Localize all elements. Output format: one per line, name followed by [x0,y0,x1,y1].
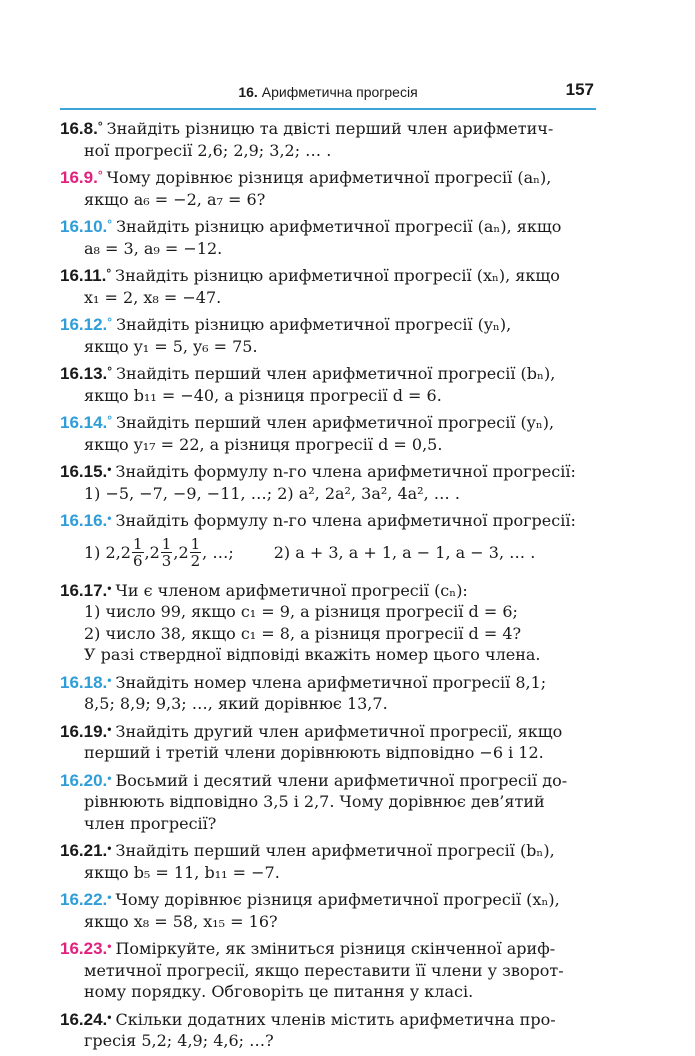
problem-text: a₈ = 3, a₉ = −12. [84,238,223,258]
numerator: 1 [132,535,143,553]
problem-line [60,578,596,602]
problem-text: якщо y₁₇ = 22, а різниця прогресії d = 0,5. [84,434,443,454]
chapter-title-text: Арифметична прогресія [261,84,418,100]
whole-part: 2 [149,542,160,562]
problem-number: 16.15.• [60,462,112,481]
difficulty-mark: ° [106,266,112,280]
problem-number: 16.22.• [60,890,112,909]
problem-text: Восьмий і десятий члени арифметичної прогресії до- [115,770,568,790]
problem-item [60,936,596,1003]
problem-line [60,508,596,532]
problem-line [60,693,596,715]
problem-text: ному порядку. Обговоріть це питання у класі. [84,982,474,1001]
fraction [190,536,202,569]
problem-number: 16.14.° [60,413,113,432]
difficulty-mark: • [107,890,112,904]
problem-line [60,287,596,309]
problem-text: гресія 5,2; 4,9; 4,6; …? [84,1031,274,1050]
problem-line [60,165,596,189]
sequence-suffix: , …; [202,542,234,562]
problem-line [60,434,596,456]
problem-text: У разі ствердної відповіді вкажіть номер цього члена. [84,645,541,664]
problem-number: 16.9.° [60,168,103,187]
problem-text: Чому дорівнює різниця арифметичної прогресії (xₙ), [115,890,560,909]
problem-text: 1) −5, −7, −9, −11, …; 2) a², 2a², 3a², 4a², … . [84,483,460,503]
problem-item [60,214,596,259]
problem-line [60,838,596,862]
problem-text: метичної прогресії, якщо переставити її члени у зворот- [84,960,564,980]
difficulty-mark: ° [107,315,113,329]
problem-line [60,911,596,933]
problem-item [60,508,596,574]
problem-line [60,936,596,960]
problem-line [60,862,596,884]
problem-line [60,981,596,1003]
problem-line [60,361,596,385]
problem-text: перший і третій члени дорівнюють відповідно −6 і 12. [84,743,544,762]
problem-item [60,361,596,406]
problem-number: 16.24.• [60,1009,112,1029]
problem-line [60,719,596,743]
problem-item [60,165,596,210]
difficulty-mark: • [107,770,112,785]
difficulty-mark: ° [97,168,103,182]
problem-line [60,960,596,982]
difficulty-mark: • [107,672,112,687]
problem-text: якщо x₈ = 58, x₁₅ = 16? [84,911,278,931]
difficulty-mark: • [107,721,112,736]
problem-text: Знайдіть перший член арифметичної прогресії (bₙ), [115,841,555,860]
problem-line [60,791,596,813]
problem-line [60,601,596,623]
problem-number: 16.23.• [60,939,112,958]
page-header [60,80,596,110]
problem-line [60,670,596,694]
problem-number: 16.19.• [60,721,112,741]
problem-line [60,459,596,483]
problem-line [60,189,596,211]
page-number: 157 [565,80,594,99]
problem-line [60,214,596,238]
difficulty-mark: • [107,580,112,595]
problem-number: 16.13.° [60,364,113,383]
problem-item [60,838,596,883]
problem-item [60,410,596,455]
problem-text: Знайдіть перший член арифметичної прогресії (yₙ), [116,413,555,432]
chapter-number: 16. [238,84,258,100]
problem-text: Знайдіть другий член арифметичної прогресії, якщо [115,721,563,741]
fraction [132,536,144,569]
problem-text: 8,5; 8,9; 9,3; …, який дорівнює 13,7. [84,694,388,713]
problem-text: Знайдіть номер члена арифметичної прогресії 8,1; [115,672,547,692]
problem-text: Чи є членом арифметичної прогресії (cₙ): [115,580,468,600]
problem-text: рівнюють відповідно 3,5 і 2,7. Чому дорівнює дев’ятий [84,792,545,811]
problem-line [60,813,596,835]
problem-text: 2) число 38, якщо c₁ = 8, а різниця прогресії d = 4? [84,623,522,643]
problem-item [60,887,596,932]
numerator: 1 [190,535,201,553]
denominator: 3 [161,552,172,570]
denominator: 2 [190,552,201,570]
difficulty-mark: • [107,841,112,855]
problem-text: Знайдіть різницю арифметичної прогресії (yₙ), [116,315,512,334]
problem-number: 16.21.• [60,841,112,860]
problem-text: x₁ = 2, x₈ = −47. [84,287,222,307]
header-rule [60,108,596,110]
difficulty-mark: • [107,939,112,953]
problem-number: 16.10.° [60,217,113,236]
problem-item [60,670,596,715]
difficulty-mark: • [107,462,112,476]
problem-text: Чому дорівнює різниця арифметичної прогресії (aₙ), [106,168,552,187]
problem-line [60,410,596,434]
problem-line [60,385,596,407]
difficulty-mark: • [107,511,112,525]
problem-line [60,623,596,645]
problem-item [60,719,596,764]
separator: , [144,542,150,562]
problem-text: 1) число 99, якщо c₁ = 9, а різниця прогресії d = 6; [84,602,518,621]
problem-text: ної прогресії 2,6; 2,9; 3,2; … . [84,140,332,160]
problem-text: якщо y₁ = 5, y₆ = 75. [84,336,258,356]
sequence-part2: 2) a + 3, a + 1, a − 1, a − 3, … . [273,542,536,562]
fraction [161,536,173,569]
problem-number: 16.16.• [60,511,112,530]
problem-line [60,768,596,792]
problem-text: якщо b₁₁ = −40, а різниця прогресії d = 6. [84,385,442,405]
problem-item [60,578,596,666]
problem-text: Поміркуйте, як зміниться різниця скінченної ариф- [115,939,556,958]
whole-part: 2 [120,542,131,562]
problem-line [60,238,596,260]
problem-text: якщо b₅ = 11, b₁₁ = −7. [84,862,280,882]
problem-line [60,116,596,140]
problem-text: Знайдіть різницю арифметичної прогресії (xₙ), якщо [115,266,560,285]
problem-line [60,1030,596,1052]
difficulty-mark: ° [107,364,113,378]
chapter-title [60,84,596,100]
problem-number: 16.12.° [60,315,113,334]
problem-number: 16.11.° [60,266,112,285]
problem-text: член прогресії? [84,813,217,833]
difficulty-mark: ° [107,217,113,231]
problem-line [60,336,596,358]
sequence-prefix: 1) 2, [84,542,121,562]
problem-line [60,644,596,666]
problem-line [60,887,596,911]
difficulty-mark: ° [107,413,113,427]
whole-part: 2 [178,542,189,562]
problem-text: Знайдіть формулу n-го члена арифметичної прогресії: [115,462,576,481]
problem-item [60,116,596,161]
problem-number: 16.17.• [60,580,112,600]
problem-item [60,263,596,308]
problem-line [60,742,596,764]
numerator: 1 [161,535,172,553]
problem-number: 16.18.• [60,672,112,692]
problem-line [60,263,596,287]
problem-text: Знайдіть різницю та двісті перший член арифметич- [106,119,554,138]
difficulty-mark: ° [97,119,103,133]
fraction-line [60,532,596,574]
problem-text: якщо a₆ = −2, a₇ = 6? [84,189,266,209]
problem-item [60,768,596,835]
problem-list [60,116,596,1056]
problem-line [60,1007,596,1031]
problem-text: Знайдіть перший член арифметичної прогресії (bₙ), [116,364,556,383]
problem-item [60,459,596,504]
problem-text: Знайдіть різницю арифметичної прогресії (aₙ), якщо [116,217,562,236]
problem-line [60,312,596,336]
denominator: 6 [132,552,143,570]
problem-item [60,312,596,357]
problem-text: Знайдіть формулу n-го члена арифметичної прогресії: [115,511,576,530]
problem-line [60,140,596,162]
problem-text: Скільки додатних членів містить арифметична про- [115,1009,556,1029]
difficulty-mark: • [107,1009,112,1024]
separator: , [173,542,179,562]
problem-number: 16.20.• [60,770,112,790]
problem-line [60,483,596,505]
problem-number: 16.8.° [60,119,103,138]
problem-item [60,1007,596,1052]
